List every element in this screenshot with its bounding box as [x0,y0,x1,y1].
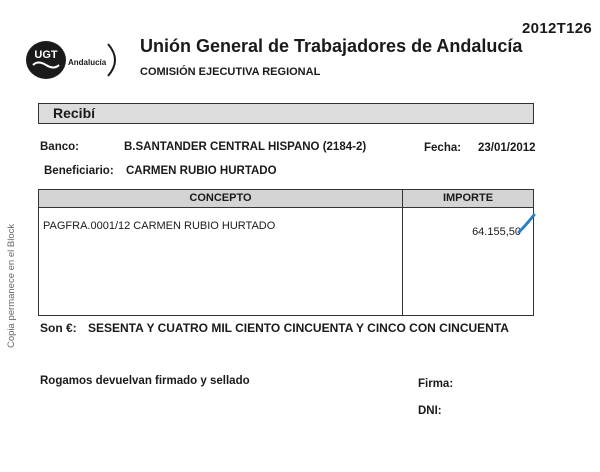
bank-value: B.SANTANDER CENTRAL HISPANO (2184-2) [124,141,367,153]
ugt-andalucia-logo [24,38,124,82]
row-importe: 64.155,50 [472,226,521,238]
svg-text:Andalucía: Andalucía [68,58,107,67]
amount-words-label: Son €: [40,321,77,335]
header-importe: IMPORTE [403,190,533,208]
return-instruction: Rogamos devuelvan firmado y sellado [40,375,250,387]
pen-check-mark [517,212,537,236]
organization-title: Unión General de Trabajadores de Andalucía [140,36,523,56]
organization-subtitle: COMISIÓN EJECUTIVA REGIONAL [140,66,321,78]
receipt-heading: Recibí [53,105,96,121]
copy-side-note: Copia permanece en el Block [6,223,17,348]
date-value: 23/01/2012 [478,142,536,154]
svg-text:UGT: UGT [34,49,58,61]
date-label: Fecha: [424,142,462,154]
signature-label: Firma: [418,378,454,390]
beneficiary-label: Beneficiario: [44,165,114,177]
column-divider [402,207,403,315]
amount-words-value: SESENTA Y CUATRO MIL CIENTO CINCUENTA Y CINCO CON CINCUENTA [88,321,509,335]
row-concepto: PAGFRA.0001/12 CARMEN RUBIO HURTADO [43,220,276,232]
receipt-heading-box [38,103,534,124]
beneficiary-value: CARMEN RUBIO HURTADO [126,165,277,177]
header-concepto: CONCEPTO [39,190,403,208]
concept-table [38,189,534,316]
bank-label: Banco: [40,141,79,153]
document-code: 2012T126 [522,20,592,37]
dni-label: DNI: [418,405,442,417]
